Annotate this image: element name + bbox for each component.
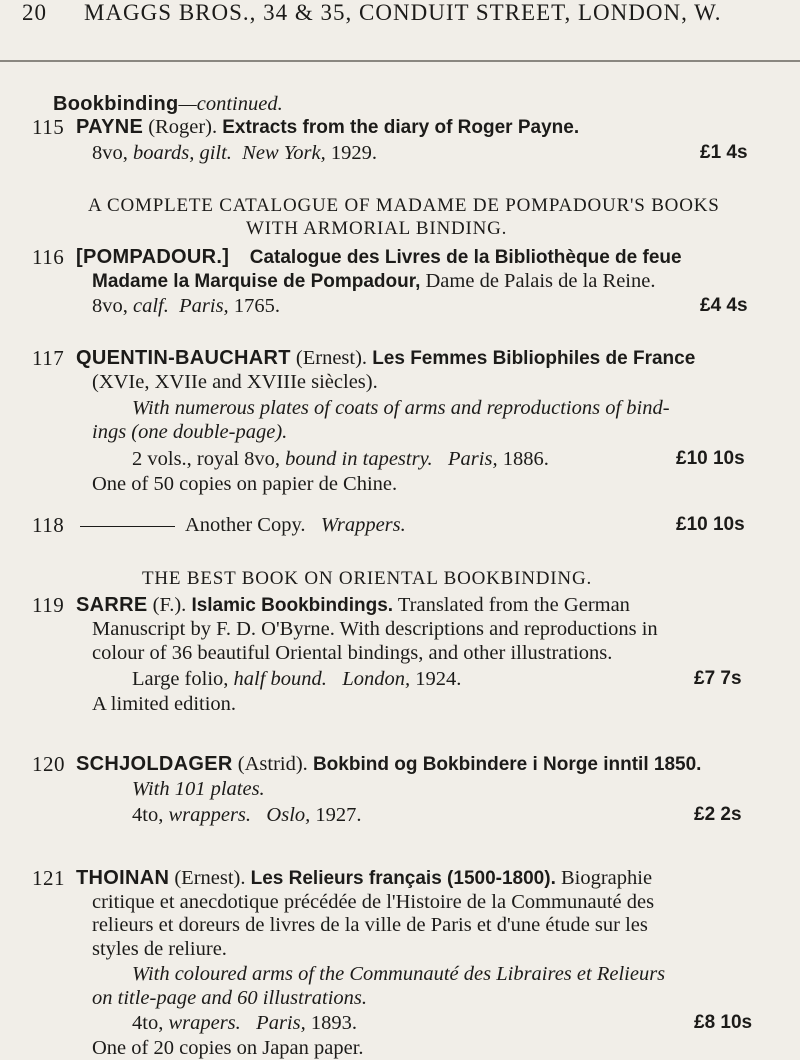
entry-number: 120 [32, 752, 65, 776]
entry-description: Manuscript by F. D. O'Byrne. With descriptions and reproductions in [92, 618, 658, 640]
entry-heading: Another Copy. Wrappers. [74, 513, 406, 537]
section-heading: Bookbinding—continued. [53, 93, 283, 115]
entry-description: With coloured arms of the Communauté des Libraires et Relieurs [132, 963, 666, 985]
header-title: MAGGS BROS., 34 & 35, CONDUIT STREET, LONDON, W. [84, 0, 722, 25]
entry-note: One of 50 copies on papier de Chine. [92, 473, 398, 495]
entry-heading: SARRE (F.). Islamic Bookbindings. Translated from the German [76, 594, 630, 616]
entry-imprint: 4to, wrappers. Oslo, 1927. [132, 804, 362, 826]
entry-price: £10 10s [676, 448, 745, 469]
entry-description: colour of 36 beautiful Oriental bindings, and other illustrations. [92, 642, 613, 664]
entry-imprint: Large folio, half bound. London, 1924. [132, 668, 462, 690]
entry-number: 117 [32, 346, 65, 370]
entry-heading: PAYNE (Roger). Extracts from the diary of Roger Payne. [76, 116, 580, 138]
entry-price: £4 4s [700, 295, 748, 316]
entry-number: 115 [32, 115, 65, 139]
header-rule [0, 60, 800, 62]
entry-title-continued: (XVIe, XVIIe and XVIIIe siècles). [92, 371, 378, 393]
entry-price: £2 2s [694, 804, 742, 825]
entry-description: With 101 plates. [132, 778, 265, 800]
entry-note: A limited edition. [92, 693, 237, 715]
entry-title-continued: Madame la Marquise de Pompadour, Dame de Palais de la Reine. [92, 270, 656, 292]
entry-heading: QUENTIN-BAUCHART (Ernest). Les Femmes Bibliophiles de France [76, 347, 696, 369]
entry-description: on title-page and 60 illustrations. [92, 987, 368, 1009]
entry-description: critique et anecdotique précédée de l'Histoire de la Communauté des [92, 891, 655, 913]
entry-heading: THOINAN (Ernest). Les Relieurs français (1500-1800). Biographie [76, 867, 653, 889]
running-header [22, 0, 792, 36]
entry-number: 119 [32, 593, 65, 617]
entry-number: 118 [32, 513, 65, 537]
entry-imprint: 2 vols., royal 8vo, bound in tapestry. Paris, 1886. [132, 448, 549, 470]
entry-description: With numerous plates of coats of arms and reproductions of bind- [132, 397, 670, 419]
entry-description: styles de reliure. [92, 938, 227, 960]
ditto-dash [80, 526, 175, 527]
entry-imprint: 8vo, calf. Paris, 1765. [92, 295, 280, 317]
subheading: WITH ARMORIAL BINDING. [246, 218, 508, 239]
entry-price: £8 10s [694, 1012, 753, 1033]
entry-heading: SCHJOLDAGER (Astrid). Bokbind og Bokbindere i Norge inntil 1850. [76, 753, 702, 775]
entry-price: £1 4s [700, 142, 748, 163]
entry-number: 116 [32, 245, 65, 269]
entry-imprint: 4to, wrapers. Paris, 1893. [132, 1012, 357, 1034]
entry-heading: [POMPADOUR.] Catalogue des Livres de la Bibliothèque de feue [76, 246, 682, 268]
entry-description: relieurs et doreurs de livres de la ville de Paris et d'une étude sur les [92, 914, 648, 936]
page-number: 20 [22, 0, 47, 25]
entry-description: ings (one double-page). [92, 421, 288, 443]
subheading: THE BEST BOOK ON ORIENTAL BOOKBINDING. [142, 568, 593, 589]
entry-price: £7 7s [694, 668, 742, 689]
entry-note: One of 20 copies on Japan paper. [92, 1037, 364, 1059]
entry-price: £10 10s [676, 514, 745, 535]
entry-imprint: 8vo, boards, gilt. New York, 1929. [92, 142, 377, 164]
entry-number: 121 [32, 866, 65, 890]
subheading: A COMPLETE CATALOGUE OF MADAME DE POMPADOUR'S BOOKS [88, 195, 720, 216]
